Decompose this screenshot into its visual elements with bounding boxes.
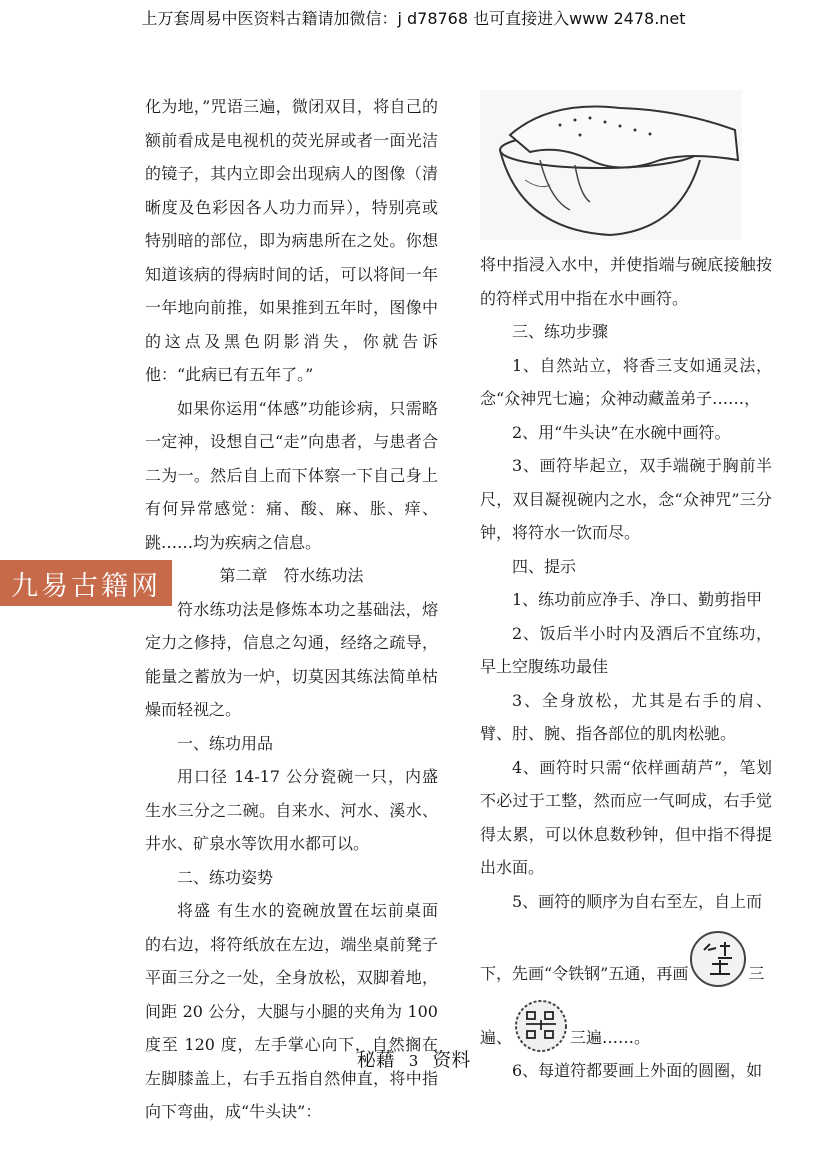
seal-line-text: 下，先画“令铁钢”五通，再画 [480,963,689,983]
footer-right: 资料 [432,1049,471,1071]
paragraph: 3、全身放松，尤其是右手的肩、臂、肘、腕、指各部位的肌肉松驰。 [480,690,772,743]
seal-line-text: 三遍……。 [570,1027,651,1047]
paragraph: 用口径 14-17 公分瓷碗一只，内盛生水三分之二碗。自来水、河水、溪水、井水、矿泉水等饮用水都可以。 [145,767,438,853]
paragraph: 将盛 有生水的瓷碗放置在坛前桌面的右边，将符纸放在左边，端坐桌前凳子平面三分之一处，全身放松，双脚着地，间距 20 公分，大腿与小腿的夹角为 100 度至 120 度，左手掌心向下，自然搁在左脚膝盖上，右手五指自然伸直，将中指向下弯曲，成“牛头诀”： [145,901,438,1121]
right-column [480,90,772,1088]
section-heading: 四、提示 [512,556,577,576]
paragraph: 2、用“牛头诀”在水碗中画符。 [512,422,731,442]
paragraph: 3、画符毕起立，双手端碗于胸前半尺，双目凝视碗内之水，念“众神咒”三分钟，将符水一饮而尽。 [480,456,772,542]
page-footer [0,1045,827,1072]
paragraph: 4、画符时只需“依样画葫芦”，笔划不必过于工整，然而应一气呵成，右手觉得太累，可以休息数秒钟，但中指不得提出水面。 [480,757,772,877]
talisman-seal-icon [688,928,748,990]
paragraph: 1、练功前应净手、净口、勤剪指甲 [512,590,763,609]
hand-in-bowl-illustration [480,90,742,240]
paragraph: 2、饭后半小时内及酒后不宜练功，早上空腹练功最佳 [480,623,772,676]
section-heading: 一、练功用品 [177,733,274,753]
paragraph: 符水练功法是修炼本功之基础法，熔定力之修持，信息之勾通，经络之疏导，能量之蓄放为一炉，切莫因其练法简单枯燥而轻视之。 [145,599,438,719]
paragraph: 化为地，”咒语三遍，微闭双目，将自己的额前看成是电视机的荧光屏或者一面光洁的镜子，其内立即会出现病人的图像（清晰度及色彩因各人功力而异），特别亮或特别暗的部位，即为病患所在之处。你想知道该病的得病时间的话，可以将间一年一年地向前推，如果推到五年时，图像中的这点及黑色阴影消失，你就告诉他：“此病已有五年了。” [145,97,438,384]
seal-line-text: 三 [748,963,765,983]
footer-left: 秘藉 [356,1049,395,1071]
watermark-logo: 九易古籍网 [0,560,172,606]
left-column [145,90,438,1129]
page-header: 上万套周易中医资料古籍请加微信：j d78768 也可直接进入www 2478.net [141,9,686,28]
paragraph: 1、自然站立，将香三支如通灵法，念“众神咒七遍；众神动藏盖弟子……， [480,355,772,408]
chapter-heading: 第二章 符水练功法 [219,566,364,585]
paragraph: 5、画符的顺序为自右至左，自上而 [512,891,763,911]
paragraph: 将中指浸入水中，并使指端与碗底接触按的符样式用中指在水中画符。 [480,255,772,308]
seal-line [480,918,772,990]
seal-line-text: 遍、 [480,1027,513,1047]
paragraph: 6、每道符都要画上外面的圆圈，如 [512,1061,763,1080]
section-heading: 二、练功姿势 [177,867,274,887]
page-number: 3 [408,1052,419,1070]
section-heading: 三、练功步骤 [512,322,609,341]
paragraph: 如果你运用“体感”功能诊病，只需略一定神，设想自己“走”向患者，与患者合二为一。然后自上而下体察一下自己身上有何异常感觉：痛、酸、麻、胀、痒、跳……均为疾病之信息。 [145,398,438,552]
